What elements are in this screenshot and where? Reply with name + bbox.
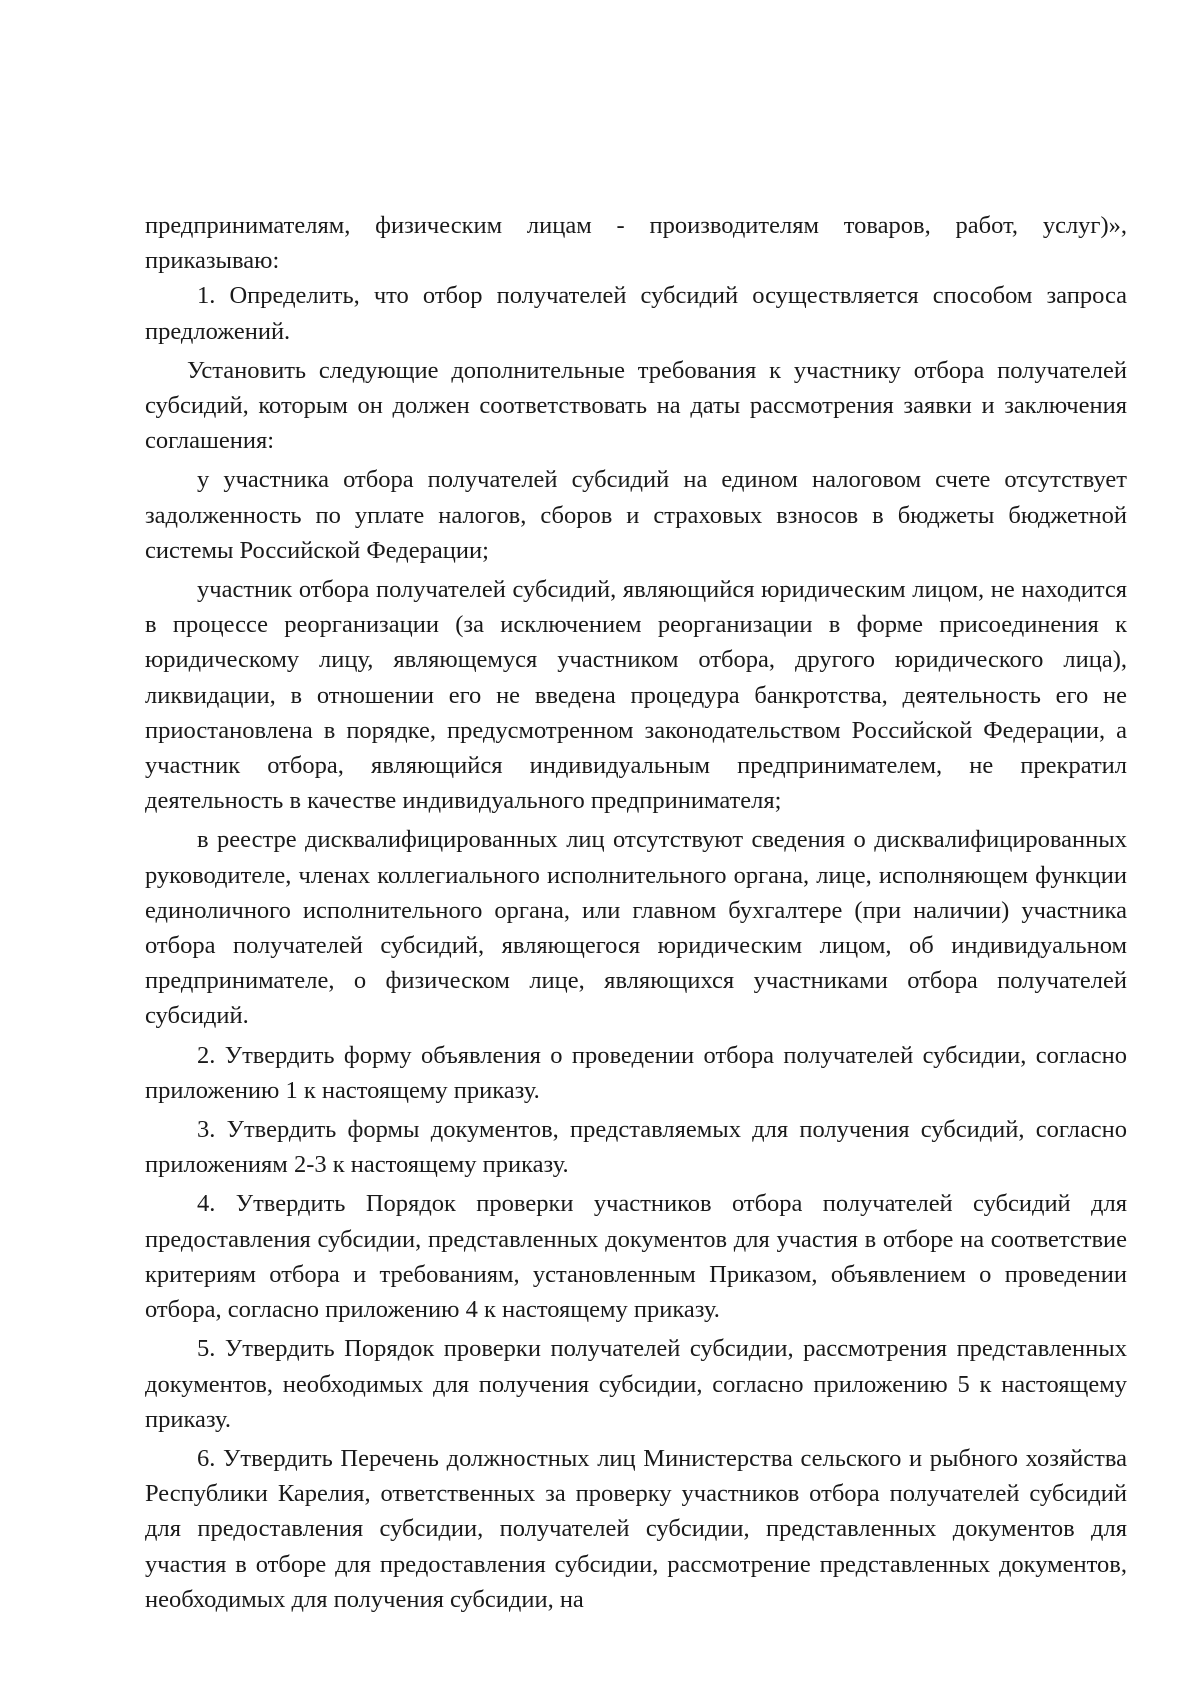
paragraph-requirement-tax: у участника отбора получателей субсидий на едином налоговом счете отсутствует задолженность по уплате налогов, сборов и страховых взносов в бюджеты бюджетной системы Российской Федерации; (145, 466, 1127, 564)
paragraph-requirement-reorganization: участник отбора получателей субсидий, являющийся юридическим лицом, не находится в процессе реорганизации (за исключением реорганизации в форме присоединения к юридическому лицу, являющемуся участником отбора, другого юридического лица), ликвидации, в отношении его не введена процедура банкротства, деятельность его не приостановлена в порядке, предусмотренном законодательством Российской Федерации, а участник отбора, являющийся индивидуальным предпринимателем, не прекратил деятельность в качестве индивидуального предпринимателя; (145, 576, 1127, 815)
paragraph-item-4: 4. Утвердить Порядок проверки участников отбора получателей субсидий для предоставления субсидии, представленных документов для участия в отборе на соответствие критериям отбора и требованиям, установленным Приказом, объявлением о проведении отбора, согласно приложению 4 к настоящему приказу. (145, 1190, 1127, 1324)
paragraph-item-2: 2. Утвердить форму объявления о проведении отбора получателей субсидии, согласно приложению 1 к настоящему приказу. (145, 1041, 1127, 1104)
paragraph-requirement-disqualified: в реестре дисквалифицированных лиц отсутствуют сведения о дисквалифицированных руководителе, членах коллегиального исполнительного органа, лице, исполняющем функции единоличного исполнительного органа, или главном бухгалтере (при наличии) участника отбора получателей субсидий, являющегося юридическим лицом, об индивидуальном предпринимателе, о физическом лице, являющихся участниками отбора получателей субсидий. (145, 826, 1127, 1030)
document-body (145, 208, 1127, 1617)
paragraph-item-3: 3. Утвердить формы документов, представляемых для получения субсидий, согласно приложениям 2-3 к настоящему приказу. (145, 1116, 1127, 1179)
paragraph-item-5: 5. Утвердить Порядок проверки получателей субсидии, рассмотрения представленных документов, необходимых для получения субсидии, согласно приложению 5 к настоящему приказу. (145, 1335, 1127, 1433)
paragraph-item-1: 1. Определить, что отбор получателей субсидий осуществляется способом запроса предложений. (145, 282, 1127, 345)
paragraph-requirements: Установить следующие дополнительные требования к участнику отбора получателей субсидий, которым он должен соответствовать на даты рассмотрения заявки и заключения соглашения: (145, 356, 1127, 455)
paragraph-intro: предпринимателям, физическим лицам - производителям товаров, работ, услуг)», приказываю: (145, 212, 1127, 275)
paragraph-item-6: 6. Утвердить Перечень должностных лиц Министерства сельского и рыбного хозяйства Республики Карелия, ответственных за проверку участников отбора получателей субсидий для предоставления субсидии, получателей субсидии, представленных документов для участия в отборе для предоставления субсидии, рассмотрение представленных документов, необходимых для получения субсидии, на (145, 1444, 1127, 1613)
